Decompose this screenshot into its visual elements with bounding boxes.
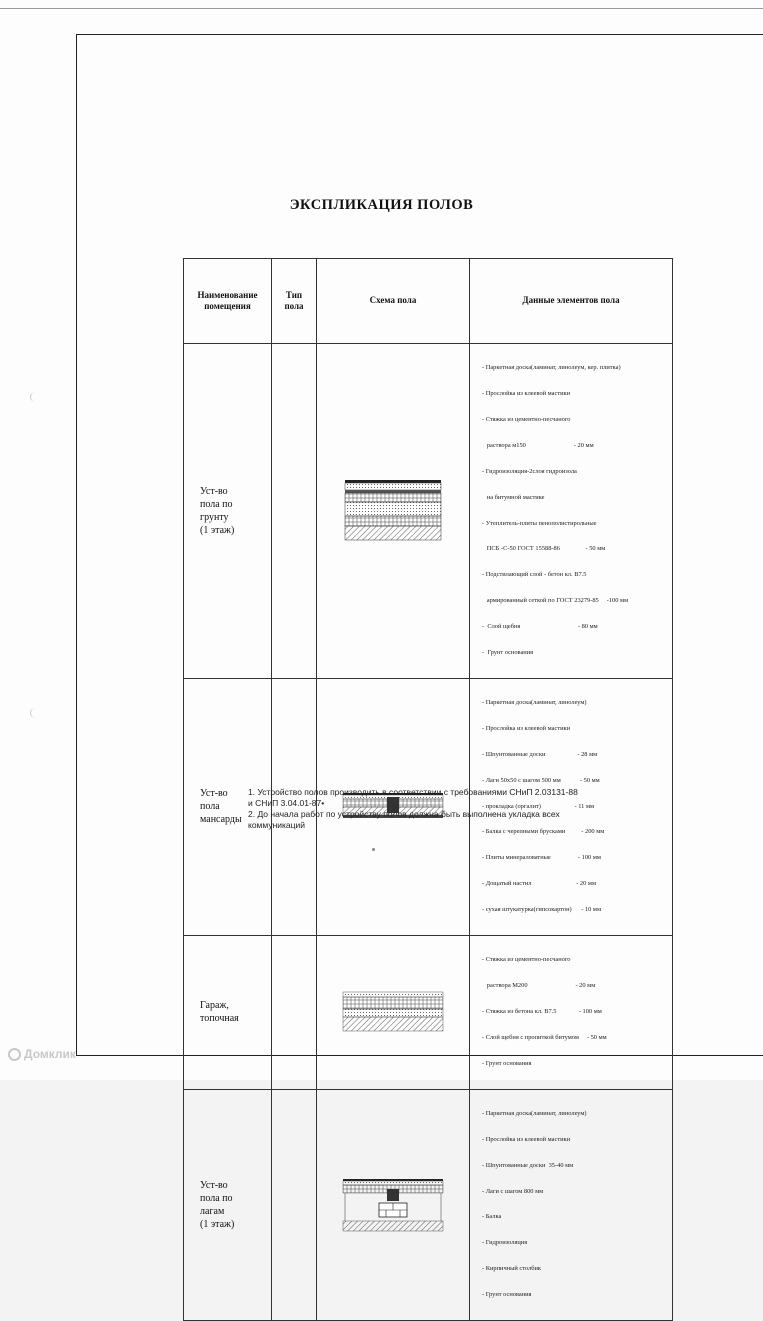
element-line: - Паркетная доска(ламинат, линолеум) — [482, 1109, 587, 1117]
element-line: - Стяжка из цементно-песчаного — [482, 956, 571, 964]
element-line: - Дощатый настил - 20 мм — [482, 880, 597, 888]
element-line: - сухая штукатурка(гипсокартон) - 10 мм — [482, 906, 602, 914]
room-cell — [184, 344, 272, 679]
room-cell — [184, 1089, 272, 1320]
watermark-text: Домклик — [24, 1047, 76, 1061]
scan-edge-line — [0, 8, 763, 9]
header-room — [184, 259, 272, 344]
room-line: топочная — [200, 1013, 239, 1025]
room-line: (1 этаж) — [200, 524, 235, 536]
header-room-line2: помещения — [204, 301, 251, 311]
table-row — [184, 1089, 673, 1320]
table-header-row — [184, 259, 673, 344]
element-line: - Грунт основания — [482, 648, 534, 656]
element-line: - Утеплитель-плиты пенополистирольные — [482, 519, 597, 527]
garage-floor-diagram — [341, 990, 445, 1034]
element-line: - Прослойка из клеевой мастики — [482, 1135, 571, 1143]
room-line: грунту — [200, 511, 229, 523]
room-line: Уст-во — [200, 485, 228, 497]
punch-hole-mark — [30, 392, 41, 402]
element-line: ПСБ -С-50 ГОСТ 15588-86 - 50 мм — [482, 545, 606, 553]
element-line: - Слой щебня - 80 мм — [482, 623, 598, 631]
element-line: армированный сеткой по ГОСТ 23279-85 -100 мм — [482, 597, 629, 605]
element-line: раствора м150 - 20 мм — [482, 441, 594, 449]
page-title: ЭКСПЛИКАЦИЯ ПОЛОВ — [289, 197, 474, 213]
floor-scheme-cell — [317, 344, 470, 679]
element-line: - Гидроизоляция-2слоя гидроизола — [482, 467, 577, 475]
element-line: - Паркетная доска(ламинат, линолеум) — [482, 699, 587, 707]
element-line: - Балка с черепными брусками - 200 мм — [482, 828, 605, 836]
room-line: пола по — [200, 1192, 233, 1204]
element-line: - Гидроизоляция — [482, 1239, 528, 1247]
element-line: - Шпунтованные доски - 28 мм — [482, 750, 598, 758]
room-line: (1 этаж) — [200, 1218, 235, 1230]
floor-scheme-cell — [317, 935, 470, 1089]
watermark — [8, 1047, 76, 1061]
element-line: - Лаги с шагом 800 мм — [482, 1187, 544, 1195]
note-line: 1. Устройство полов производить в соответствии с требованиями СНиП 2.03131-88 — [248, 787, 578, 797]
room-line: Уст-во — [200, 788, 228, 800]
header-type-line2: пола — [284, 301, 304, 311]
note-line: и СНиП 3.04.01-87• — [248, 798, 325, 809]
table-row — [184, 344, 673, 679]
element-line: - прокладка (оргалит) - 11 мм — [482, 802, 595, 810]
type-cell — [272, 935, 317, 1089]
table-row — [184, 935, 673, 1089]
element-line: - Подстилающий слой - бетон кл. В7.5 — [482, 571, 587, 579]
room-line: Уст-во — [200, 1179, 228, 1191]
type-cell — [272, 1089, 317, 1320]
room-cell — [184, 935, 272, 1089]
element-line: - Грунт основания — [482, 1291, 532, 1298]
element-line: - Балка — [482, 1213, 502, 1221]
element-line: - Грунт основания — [482, 1059, 532, 1067]
note-line: 2. До начала работ по устройству полов должна быть выполнена укладка всех — [248, 809, 560, 820]
punch-hole-mark — [30, 708, 41, 718]
element-line: - Стяжка из бетона кл. В7.5 - 100 мм — [482, 1007, 602, 1015]
header-scheme: Схема пола — [317, 259, 470, 344]
element-line: - Паркетная доска(ламинат, линолеум, кер. плитка) — [482, 364, 621, 372]
element-line: - Слой щебня с пропиткой битумом - 50 мм — [482, 1033, 607, 1041]
element-line: - Шпунтованные доски 35-40 мм — [482, 1161, 574, 1169]
floor-on-ground-diagram — [343, 480, 443, 542]
room-line: пола по — [200, 498, 233, 510]
element-line: - Плиты минераловатные - 100 мм — [482, 854, 601, 862]
elements-cell — [470, 1089, 673, 1320]
scan-speck — [372, 848, 375, 851]
room-line: мансарды — [200, 814, 242, 826]
element-line: на битумной мастике — [482, 493, 545, 501]
room-line: пола — [200, 801, 220, 813]
notes-block — [248, 787, 578, 831]
note-line: коммуникаций — [248, 820, 306, 831]
room-line: лагам — [200, 1205, 225, 1217]
type-cell — [272, 344, 317, 679]
header-data: Данные элементов пола — [470, 259, 673, 344]
room-line: Гараж, — [200, 1000, 229, 1012]
element-line: - Прослойка из клеевой мастики — [482, 724, 571, 732]
header-type — [272, 259, 317, 344]
floor-scheme-cell — [317, 1089, 470, 1320]
joist-floor-diagram — [341, 1175, 445, 1235]
elements-cell — [470, 935, 673, 1089]
elements-cell — [470, 344, 673, 679]
element-line: - Кирпичный столбик — [482, 1265, 542, 1273]
watermark-logo-icon — [8, 1048, 21, 1061]
element-line: раствора М200 - 20 мм — [482, 982, 596, 990]
element-line: - Стяжка из цементно-песчаного — [482, 416, 571, 424]
element-line: - Прослойка из клеевой мастики — [482, 390, 571, 398]
element-line: - Лаги 50х50 с шагом 500 мм - 50 мм — [482, 776, 600, 784]
header-type-line1: Тип — [285, 289, 303, 300]
header-room-line1: Наименование — [197, 289, 258, 300]
